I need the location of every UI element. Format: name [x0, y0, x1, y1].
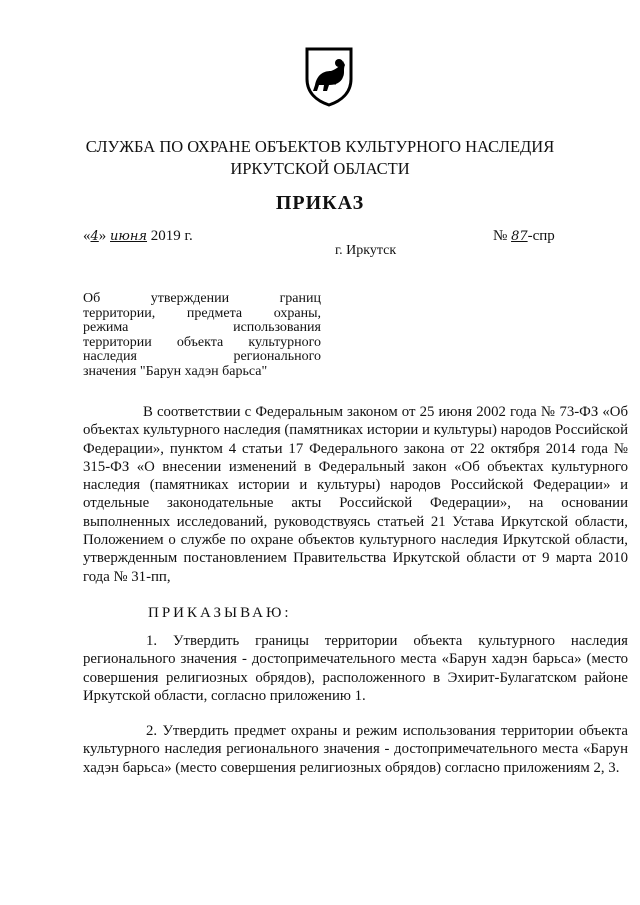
subject-line: территории, предмета охраны,	[83, 305, 321, 321]
date-quote-open: «	[83, 228, 91, 244]
document-number	[493, 228, 555, 245]
item-1-paragraph	[83, 632, 628, 705]
item-2-paragraph	[83, 722, 628, 777]
item-1-text: 1. Утвердить границы территории объекта культурного наследия регионального значения - достопримечательного места «Барун хадэн барьса» (место совершения религиозных обрядов), расположенного в Эхирит-Булагатском районе Иркутской области, согласно приложению 1.	[83, 633, 628, 704]
subject-line: территории объекта культурного	[83, 334, 321, 350]
subject-block	[83, 292, 321, 379]
subject-line: наследия регионального	[83, 349, 321, 364]
order-word: ПРИКАЗЫВАЮ:	[148, 605, 292, 621]
date-year: 2019 г.	[150, 228, 193, 244]
item-2-text: 2. Утвердить предмет охраны и режим использования территории объекта культурного наследия регионального значения - достопримечательного места «Барун хадэн барьса» (место совершения религиозных обрядов) согласно приложениям 2, 3.	[83, 723, 628, 776]
preamble-text: В соответствии с Федеральным законом от 25 июня 2002 года № 73-ФЗ «Об объектах культурного наследия (памятниках истории и культуры) народов Российской Федерации», пунктом 4 статьи 17 Федерального закона от 22 октября 2014 года № 315-ФЗ «О внесении изменений в Федеральный закон «Об объектах культурного наследия (памятниках истории и культуры) народов Российской Федерации» и отдельные законодательные акты Российской Федерации», на основании выполненных исследований, руководствуясь статьей 21 Устава Иркутской области, Положением о службе по охране объектов культурного наследия Иркутской области, утвержденным постановлением Правительства Иркутской области от 9 марта 2010 года № 31-пп,	[83, 404, 628, 585]
preamble-paragraph	[83, 403, 628, 586]
subject-line: режима использования	[83, 320, 321, 335]
organization-name-line2: ИРКУТСКОЙ ОБЛАСТИ	[230, 159, 410, 178]
subject-line: значения "Барун хадэн барьса"	[83, 363, 268, 379]
city-name: г. Иркутск	[335, 243, 397, 258]
document-title: ПРИКАЗ	[275, 192, 365, 214]
date-month: июня	[110, 229, 148, 244]
subject-line: Об утверждении границ	[83, 291, 321, 306]
number-suffix: -спр	[527, 228, 555, 244]
date-day: 4	[90, 229, 99, 244]
date-quote-close: »	[98, 228, 107, 244]
coat-of-arms-emblem	[303, 45, 355, 107]
number-prefix: №	[493, 228, 508, 244]
document-date	[83, 228, 193, 245]
organization-name-line1: СЛУЖБА ПО ОХРАНЕ ОБЪЕКТОВ КУЛЬТУРНОГО НАСЛЕДИЯ	[85, 137, 555, 156]
number-value: 87	[511, 229, 528, 244]
